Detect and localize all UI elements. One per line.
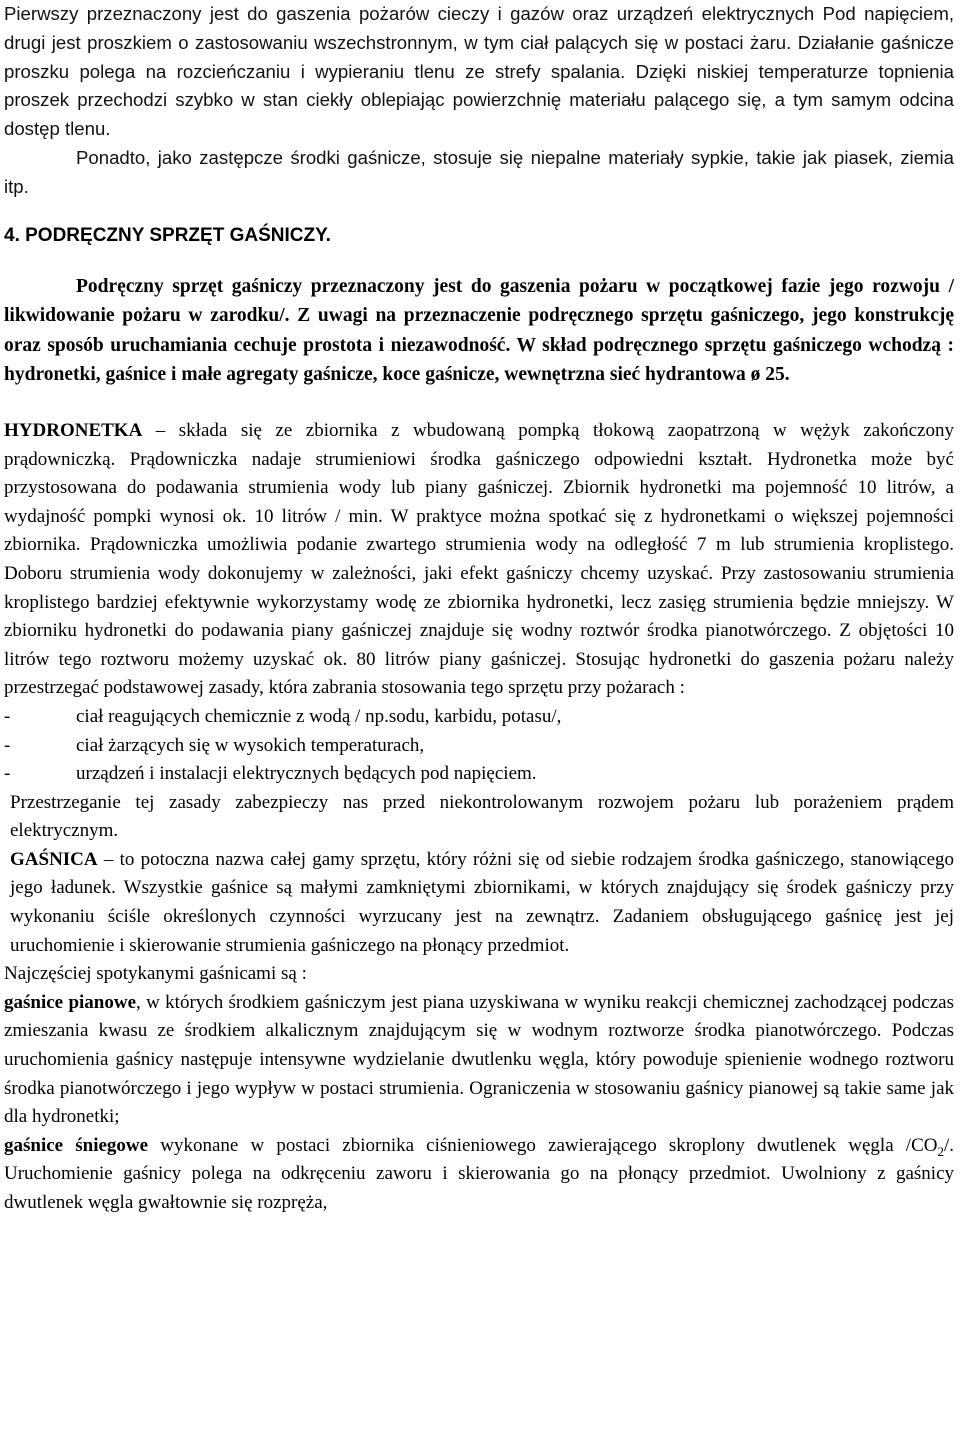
list-item [4, 760, 954, 789]
gasnice-sniegowe-term: gaśnice śniegowe [4, 1134, 149, 1156]
gasnica-term: GAŚNICA [10, 848, 98, 870]
gasnica-text: – to potoczna nazwa całej gamy sprzętu, który różni się od siebie rodzajem środka gaśniczego, stanowiącego jego ładunek. Wszystkie gaśnice są małymi zamkniętymi zbiornikami, w których znajdujący się środek gaśniczy przy wykonaniu ściśle określonych czynności wyrzucany jest na zewnątrz. Zadaniem obsługującego gaśnicę jest jej uruchomienie i skierowanie strumienia gaśniczego na płonący przedmiot. [10, 848, 954, 956]
section-heading: 4. PODRĘCZNY SPRZĘT GAŚNICZY. [4, 224, 331, 246]
hydronetka-restrictions-list [4, 703, 954, 789]
gasnice-sniegowe-text-b: /. Uruchomienie gaśnicy polega na odkręceniu zaworu i skierowania go na płonący przedmiot. Uwolniony z gaśnicy dwutlenek węgla gwałtownie się rozpręża, [4, 1134, 954, 1214]
gasnica-types-intro: Najczęściej spotykanymi gaśnicami są : [4, 963, 307, 985]
gasnice-sniegowe-text-a: wykonane w postaci zbiornika ciśnieniowego zawierającego skroplony dwutlenek węgla /CO [148, 1134, 938, 1156]
list-item-text: ciał żarzących się w wysokich temperaturach, [76, 734, 425, 756]
list-item-text: ciał reagujących chemicznie z wodą / np.sodu, karbidu, potasu/, [76, 705, 562, 727]
list-dash: - [4, 734, 11, 756]
gasnice-sniegowe-paragraph [4, 1132, 954, 1218]
list-dash: - [4, 763, 11, 785]
section-lead-paragraph: Podręczny sprzęt gaśniczy przeznaczony jest do gaszenia pożaru w początkowej fazie jego rozwoju / likwidowanie pożaru w zarodku/. Z uwagi na przeznaczenie podręcznego sprzętu gaśniczego, jego konstrukcję oraz sposób uruchamiania cechuje prostota i niezawodność. W skład podręcznego sprzętu gaśniczego wchodzą : hydronetki, gaśnice i małe agregaty gaśnicze, koce gaśnicze, wewnętrzna sieć hydrantowa ø 25. [4, 276, 954, 385]
gasnice-pianowe-term: gaśnice pianowe [4, 991, 137, 1013]
list-item [4, 732, 954, 761]
hydronetka-paragraph [4, 417, 954, 703]
list-item [4, 703, 954, 732]
intro-paragraph: Pierwszy przeznaczony jest do gaszenia pożarów cieczy i gazów oraz urządzeń elektrycznych Pod napięciem, drugi jest proszkiem o zastosowaniu wszechstronnym, w tym ciał palących się w postaci żaru. Działanie gaśnicze proszku polega na rozcieńczaniu i wypieraniu tlenu ze strefy spalania. Dzięki niskiej temperaturze topnienia proszek przechodzi szybko w stan ciekły oblepiając powierzchnię materiału palącego się, a tym samym odcina dostęp tlenu. [4, 3, 954, 140]
intro-paragraph-2: Ponadto, jako zastępcze środki gaśnicze, stosuje się niepalne materiały sypkie, takie jak piasek, ziemia itp. [4, 146, 954, 197]
list-dash: - [4, 705, 11, 727]
list-item-text: urządzeń i instalacji elektrycznych będących pod napięciem. [76, 763, 537, 785]
co2-subscript: 2 [937, 1143, 944, 1159]
gasnica-paragraph [4, 846, 954, 960]
gasnice-pianowe-paragraph [4, 989, 954, 1132]
hydronetka-term: HYDRONETKA [4, 419, 143, 441]
hydronetka-text: – składa się ze zbiornika z wbudowaną pompką tłokową zaopatrzoną w wężyk zakończony prądowniczką. Prądowniczka nadaje strumieniowi środka gaśniczego odpowiedni kształt. Hydronetka może być przystosowana do podawania strumienia wody lub piany gaśniczej. Zbiornik hydronetki ma pojemność 10 litrów, a wydajność pompki wynosi ok. 10 litrów / min. W praktyce można spotkać się z hydronetkami o większej pojemności zbiornika. Prądowniczka umożliwia podanie zwartego strumienia wody na odległość 7 m lub strumienia kroplistego. Doboru strumienia wody dokonujemy w zależności, jaki efekt gaśniczy chcemy uzyskać. Przy zastosowaniu strumienia kroplistego bardziej efektywnie wykorzystamy wodę ze zbiornika hydronetki, lecz zasięg strumienia będzie mniejszy. W zbiorniku hydronetki do podawania piany gaśniczej znajduje się wodny roztwór środka pianotwórczego. Z objętości 10 litrów tego roztworu możemy uzyskać ok. 80 litrów piany gaśniczej. Stosując hydronetki do gaszenia pożaru należy przestrzegać podstawowej zasady, która zabrania stosowania tego sprzętu przy pożarach : [4, 419, 954, 699]
gasnice-pianowe-text: , w których środkiem gaśniczym jest piana uzyskiwana w wyniku reakcji chemicznej zachodzącej podczas zmieszania kwasu ze środkiem alkalicznym znajdującym się w wodnym roztworze środka pianotwórczego. Podczas uruchomienia gaśnicy następuje intensywne wydzielanie dwutlenku węgla, który powoduje spienienie wodnego roztworu środka pianotwórczego i jego wypływ w postaci strumienia. Ograniczenia w stosowaniu gaśnicy pianowej są takie same jak dla hydronetki; [4, 991, 954, 1128]
document-page [4, 0, 954, 1218]
hydronetka-closing-paragraph: Przestrzeganie tej zasady zabezpieczy nas przed niekontrolowanym rozwojem pożaru lub porażeniem prądem elektrycznym. [10, 791, 954, 842]
